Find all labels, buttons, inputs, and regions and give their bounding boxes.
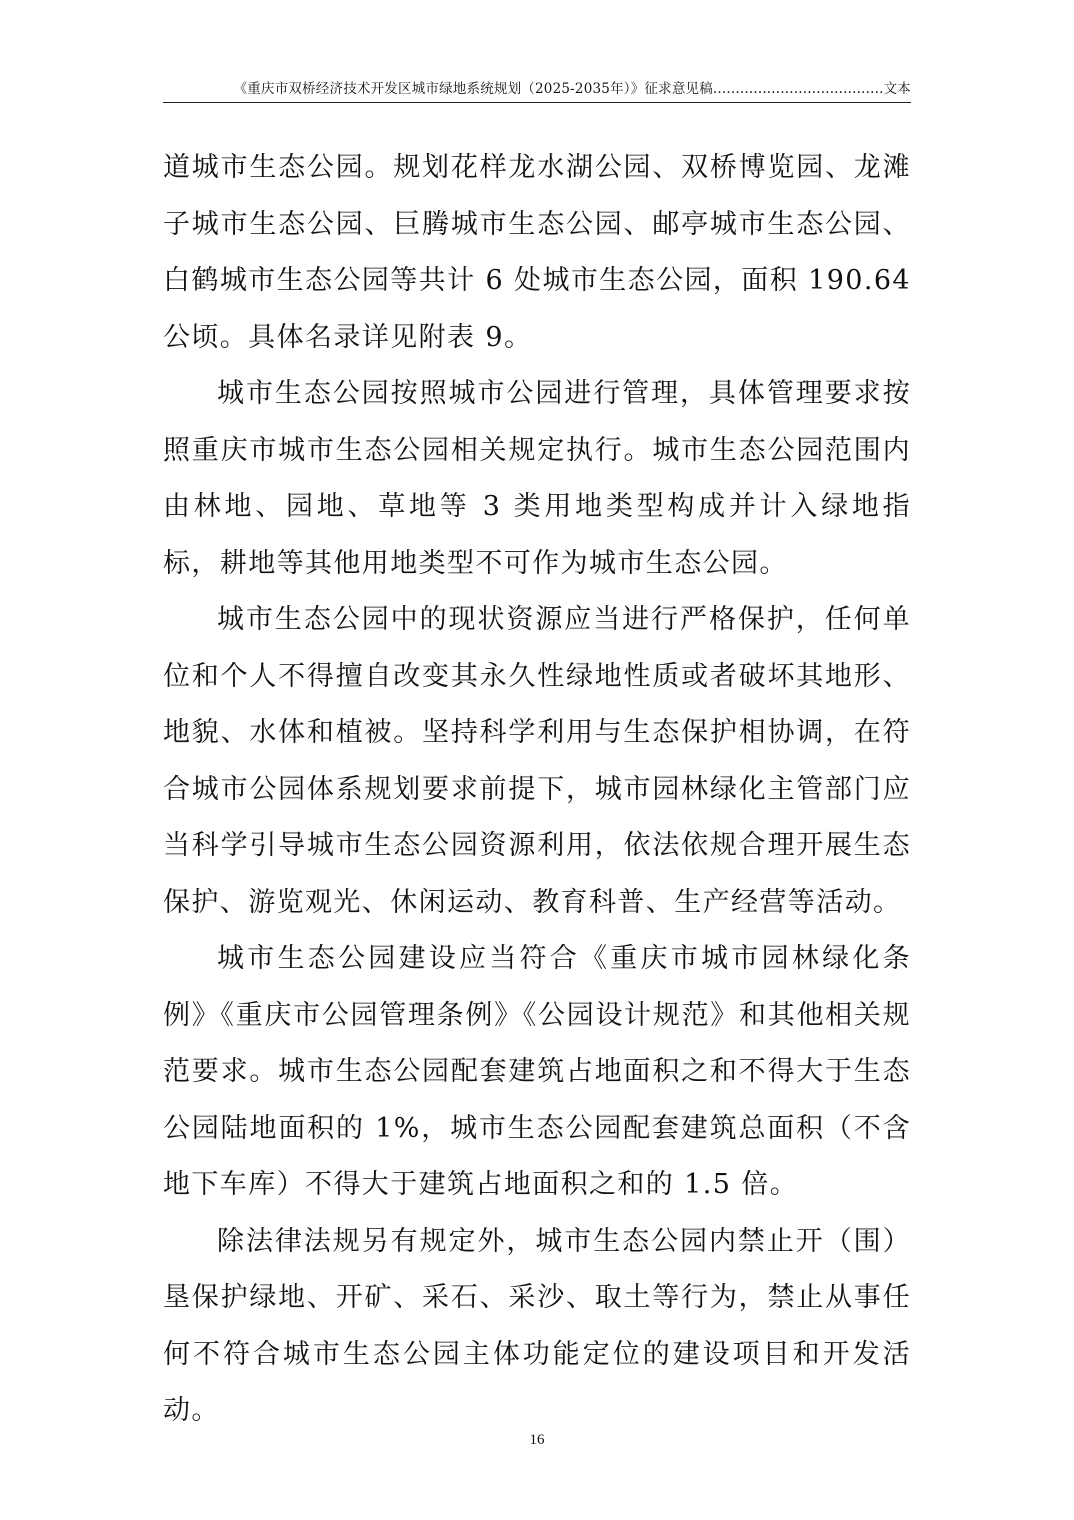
running-header: 《重庆市双桥经济技术开发区城市绿地系统规划（2025-2035年）》征求意见稿......................................文本: [233, 81, 911, 97]
paragraph-construction: 城市生态公园建设应当符合《重庆市城市园林绿化条例》《重庆市公园管理条例》《公园设计规范》和其他相关规范要求。城市生态公园配套建筑占地面积之和不得大于生态公园陆地面积的 1%，城市生态公园配套建筑总面积（不含地下车库）不得大于建筑占地面积之和的 1.5 倍。: [163, 943, 911, 1200]
paragraph-continuation: 道城市生态公园。规划花样龙水湖公园、双桥博览园、龙滩子城市生态公园、巨腾城市生态公园、邮亭城市生态公园、白鹤城市生态公园等共计 6 处城市生态公园，面积 190.64 公顷。具体名录详见附表 9。: [163, 152, 911, 353]
page-number: 16: [529, 1432, 545, 1448]
paragraph-protection: 城市生态公园中的现状资源应当进行严格保护，任何单位和个人不得擅自改变其永久性绿地性质或者破坏其地形、地貌、水体和植被。坚持科学利用与生态保护相协调，在符合城市公园体系规划要求前提下，城市园林绿化主管部门应当科学引导城市生态公园资源利用，依法依规合理开展生态保护、游览观光、休闲运动、教育科普、生产经营等活动。: [163, 604, 911, 918]
paragraph-prohibitions: 除法律法规另有规定外，城市生态公园内禁止开（围）垦保护绿地、开矿、采石、采沙、取土等行为，禁止从事任何不符合城市生态公园主体功能定位的建设项目和开发活动。: [163, 1225, 911, 1426]
paragraph-management: 城市生态公园按照城市公园进行管理，具体管理要求按照重庆市城市生态公园相关规定执行。城市生态公园范围内由林地、园地、草地等 3 类用地类型构成并计入绿地指标，耕地等其他用地类型不可作为城市生态公园。: [163, 378, 911, 579]
document-body: [163, 140, 911, 1440]
header-divider: [163, 102, 911, 103]
